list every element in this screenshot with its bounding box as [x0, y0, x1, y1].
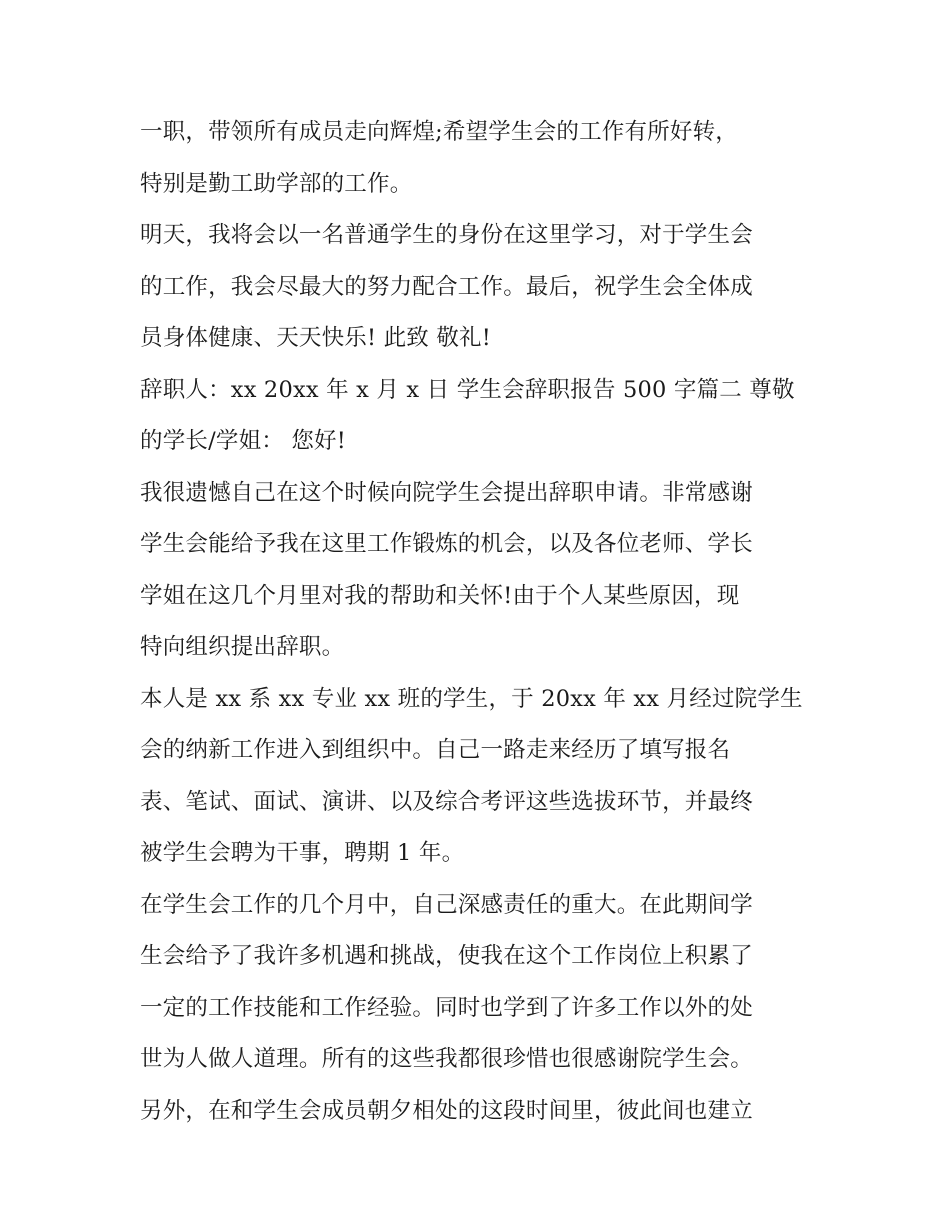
text-line: 我很遗憾自己在这个时候向院学生会提出辞职申请。非常感谢 [140, 479, 753, 506]
text-line: 会的纳新工作进入到组织中。自己一路走来经历了填写报名 [140, 737, 731, 763]
text-line: 生会给予了我许多机遇和挑战，使我在这个工作岗位上积累了 [140, 943, 753, 969]
text-line: 员身体健康、天天快乐! 此致 敬礼! [140, 325, 491, 351]
text-line: 学生会能给予我在这里工作锻炼的机会，以及各位老师、学长 [140, 531, 753, 557]
text-line: 学姐在这几个月里对我的帮助和关怀!由于个人某些原因，现 [140, 582, 740, 609]
text-line: 被学生会聘为干事，聘期 1 年。 [140, 840, 465, 866]
text-line: 的工作，我会尽最大的努力配合工作。最后，祝学生会全体成 [140, 273, 753, 300]
text-line: 一定的工作技能和工作经验。同时也学到了许多工作以外的处 [140, 994, 753, 1021]
text-line: 本人是 xx 系 xx 专业 xx 班的学生，于 20xx 年 xx 月经过院学生 [140, 685, 803, 712]
text-line: 表、笔试、面试、演讲、以及综合考评这些选拔环节，并最终 [140, 788, 753, 815]
text-line: 一职，带领所有成员走向辉煌;希望学生会的工作有所好转， [140, 119, 738, 145]
text-line: 的学长/学姐： 您好! [140, 428, 346, 454]
document-body [140, 107, 820, 1137]
text-line: 特别是勤工助学部的工作。 [140, 170, 413, 197]
text-line: 特向组织提出辞职。 [140, 634, 345, 660]
text-line: 世为人做人道理。所有的这些我都很珍惜也很感谢院学生会。 [140, 1046, 753, 1072]
text-line: 辞职人：xx 20xx 年 x 月 x 日 学生会辞职报告 500 字篇二 尊敬 [140, 376, 795, 403]
text-line: 另外，在和学生会成员朝夕相处的这段时间里，彼此间也建立 [140, 1097, 753, 1124]
text-line: 在学生会工作的几个月中，自己深感责任的重大。在此期间学 [140, 891, 753, 918]
text-line: 明天，我将会以一名普通学生的身份在这里学习，对于学生会 [140, 222, 753, 248]
